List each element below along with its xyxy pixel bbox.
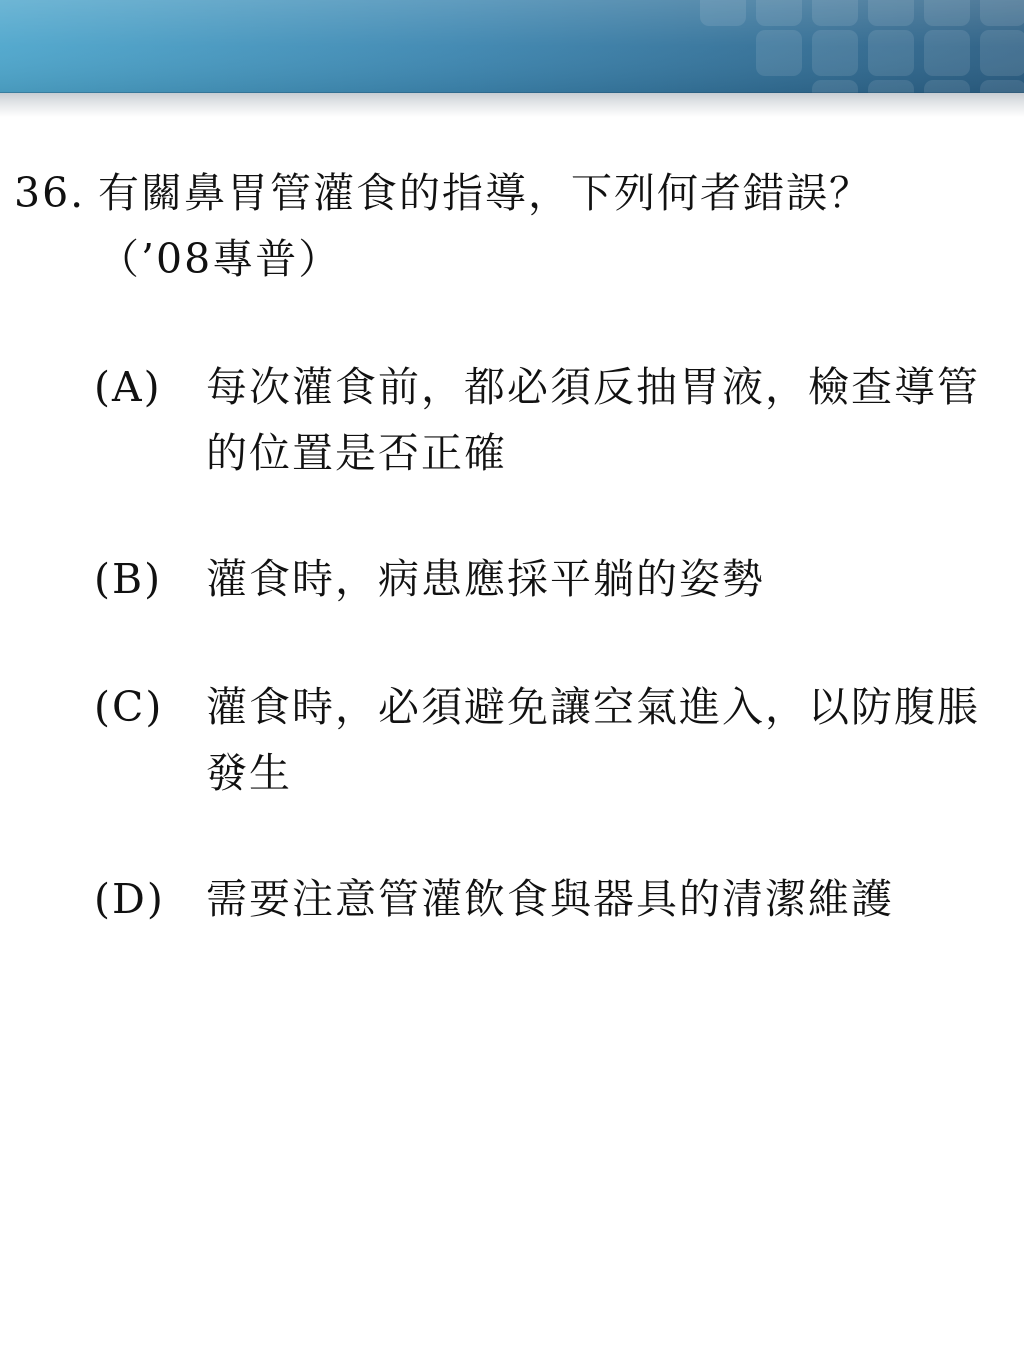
question-number: 36. — [14, 169, 86, 217]
header-banner-graphic — [0, 0, 1024, 93]
header-shadow — [0, 93, 1024, 117]
option-c — [94, 674, 1004, 806]
option-b-text: 灌食時，病患應採平躺的姿勢 — [206, 555, 765, 603]
option-c-text: 灌食時，必須避免讓空氣進入，以防腹脹發生 — [206, 683, 980, 797]
option-d-text: 需要注意管灌飲食與器具的清潔維護 — [206, 875, 894, 923]
header-banner — [0, 0, 1024, 93]
option-b-label: (B) — [94, 555, 163, 603]
option-b — [94, 546, 1004, 612]
option-a — [94, 354, 1004, 486]
option-a-label: (A) — [94, 363, 162, 411]
option-c-label: (C) — [94, 683, 164, 731]
option-d — [94, 866, 1004, 932]
option-d-label: (D) — [94, 875, 165, 923]
question-text: 有關鼻胃管灌食的指導，下列何者錯誤？（’08專普） — [98, 169, 872, 283]
question — [14, 160, 974, 292]
option-a-text: 每次灌食前，都必須反抽胃液，檢查導管的位置是否正確 — [206, 363, 980, 477]
